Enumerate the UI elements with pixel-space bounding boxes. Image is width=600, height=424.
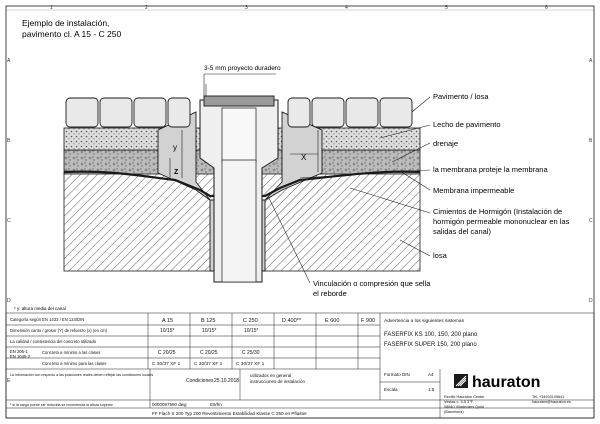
format-value: A4 [428, 372, 434, 377]
table-class: B 125 [201, 318, 216, 324]
scale-value: 1:5 [428, 387, 435, 392]
grid-row-label: B [7, 138, 11, 144]
table-row5-sub: Concreto a mínimo para las clases [42, 361, 107, 366]
grid-row-label: A [7, 58, 11, 64]
table-row2-value: 10/15* [202, 328, 217, 334]
table-row2-value: 10/15* [244, 328, 259, 334]
callout-bedding: Lecho de pavimento [433, 120, 501, 129]
company-line-4: (Barcelona) [444, 410, 464, 414]
grid-col-label: 2 [145, 5, 148, 11]
grid-col-label: 4 [345, 5, 348, 11]
status-line-2: instrucciones de instalación [250, 379, 306, 384]
grid-col-label: 6 [545, 5, 548, 11]
company-line-1: Revifix Hauraton Center [444, 395, 485, 399]
callout-bond-1: Vinculación o compresión que sella [313, 279, 431, 288]
status-line-1: utilizados en general [250, 373, 292, 378]
table-row4-label-a: EN 206-1 [10, 349, 28, 354]
table-row2-value: 10/15* [160, 328, 175, 334]
callout-drainage: drenaje [433, 139, 459, 148]
table-row5-value: C 30/37 XF 1 [236, 362, 265, 367]
grid-row-label: A [589, 58, 593, 64]
drawing-title-line1: Ejemplo de instalación, [22, 18, 110, 28]
drawing-revision: E9/hn [210, 402, 222, 407]
table-class: F 900 [361, 318, 376, 324]
paving-stones-right [288, 98, 412, 127]
company-line-2: Vestas c. 3-5 3°F [444, 400, 473, 404]
grid-col-label: 3 [245, 5, 248, 11]
table-row4-label-b: EN 1045-2 [10, 354, 31, 359]
company-phone: Tel. +34933105641 [532, 395, 565, 399]
table-row4-value: C 20/25 [200, 350, 218, 356]
table-note-block: La información con respecto a las posiciones reales deben reflejar las condiciones locales [10, 373, 154, 377]
grid-row-label: C [7, 218, 11, 224]
format-label: Formato DIN [384, 372, 410, 377]
grid-row-label: D [589, 298, 593, 304]
grid-row-label: E [7, 378, 11, 384]
scale-label: Escala [384, 387, 398, 392]
callout-membrane: Membrana impermeable [433, 186, 515, 195]
grid-col-label: 5 [445, 5, 448, 11]
paving-stones-left [66, 98, 190, 127]
dimension-x: X [301, 153, 307, 162]
callout-concrete-2: hormigón permeable mononuclear en las [433, 217, 570, 226]
grid-row-label: C [589, 218, 593, 224]
logo-wordmark: hauraton [472, 374, 541, 391]
table-class: A 15 [162, 318, 174, 324]
table-class: E 600 [325, 318, 340, 324]
advice-product-1: FASERFIX KS 100, 150, 200 plano [384, 332, 478, 338]
top-note-label: 3-5 mm proyecto duradero [204, 65, 281, 72]
channel-inner-throat [222, 108, 256, 162]
callout-bond-2: el reborde [313, 289, 347, 298]
conditions-date: 25.10.2018 [214, 378, 240, 384]
table-row5-value: C 30/37 XF 1 [152, 362, 181, 367]
grid-col-label: 1 [50, 5, 53, 11]
footnote: * y: altura media del canal [14, 306, 66, 311]
dimension-z: Z [174, 169, 179, 176]
callout-pavement: Pavimento / losa [433, 92, 489, 101]
callout-concrete-1: Cimientos de Hormigón (Instalación de [433, 207, 563, 216]
table-row3-label: La calidad / consistencia del concreto utilizado [10, 339, 97, 344]
table-row4-value: C 25/30 [242, 350, 260, 356]
channel-outlet [222, 160, 256, 282]
drawing-number: 0000097590 dwg [152, 402, 187, 407]
drawing-footer: FF Flach S 200 Typ 200 Revestimiento Estabilidad Klasse C 250 en Pflaster [152, 411, 307, 416]
table-row4-sub: Concreto a mínimo a las clases [42, 350, 101, 355]
advice-product-2: FASERFIX SUPER 150, 200 plano [384, 342, 477, 348]
table-class: D 400** [282, 318, 301, 324]
drawing-title-line2: pavimento cl. A 15 - C 250 [22, 29, 122, 39]
grid-row-label: B [589, 138, 593, 144]
company-email: hauraton@hauraton.es [532, 400, 571, 404]
channel-grate [204, 96, 274, 106]
table-row4-value: C 20/25 [158, 350, 176, 356]
grid-row-label: D [7, 298, 11, 304]
dimension-y: y [173, 143, 177, 152]
table-row5-value: C 30/37 XF 1 [194, 362, 223, 367]
callout-slab: losa [433, 251, 447, 260]
advice-title: Advertencia a los siguientes sistemas [384, 319, 464, 324]
table-row1-label: Categoría según EN 1433 / EN 124/DIN [10, 317, 85, 322]
callout-concrete-3: salidas del canal) [433, 227, 491, 236]
table-class: C 250 [243, 318, 258, 324]
table-row2-label: Dimensión canto / grosor (Y) de refuerzo (x) (en cm) [10, 328, 108, 333]
callout-membrane-protect: la membrana proteje la membrana [433, 165, 548, 174]
conditions-label: Condiciones [186, 378, 214, 384]
company-line-3: 08840 Viladecans Quiló [444, 405, 485, 409]
table-bottom-note: * si la carga puede ser reducida se recomienda la altura superior [10, 403, 113, 407]
